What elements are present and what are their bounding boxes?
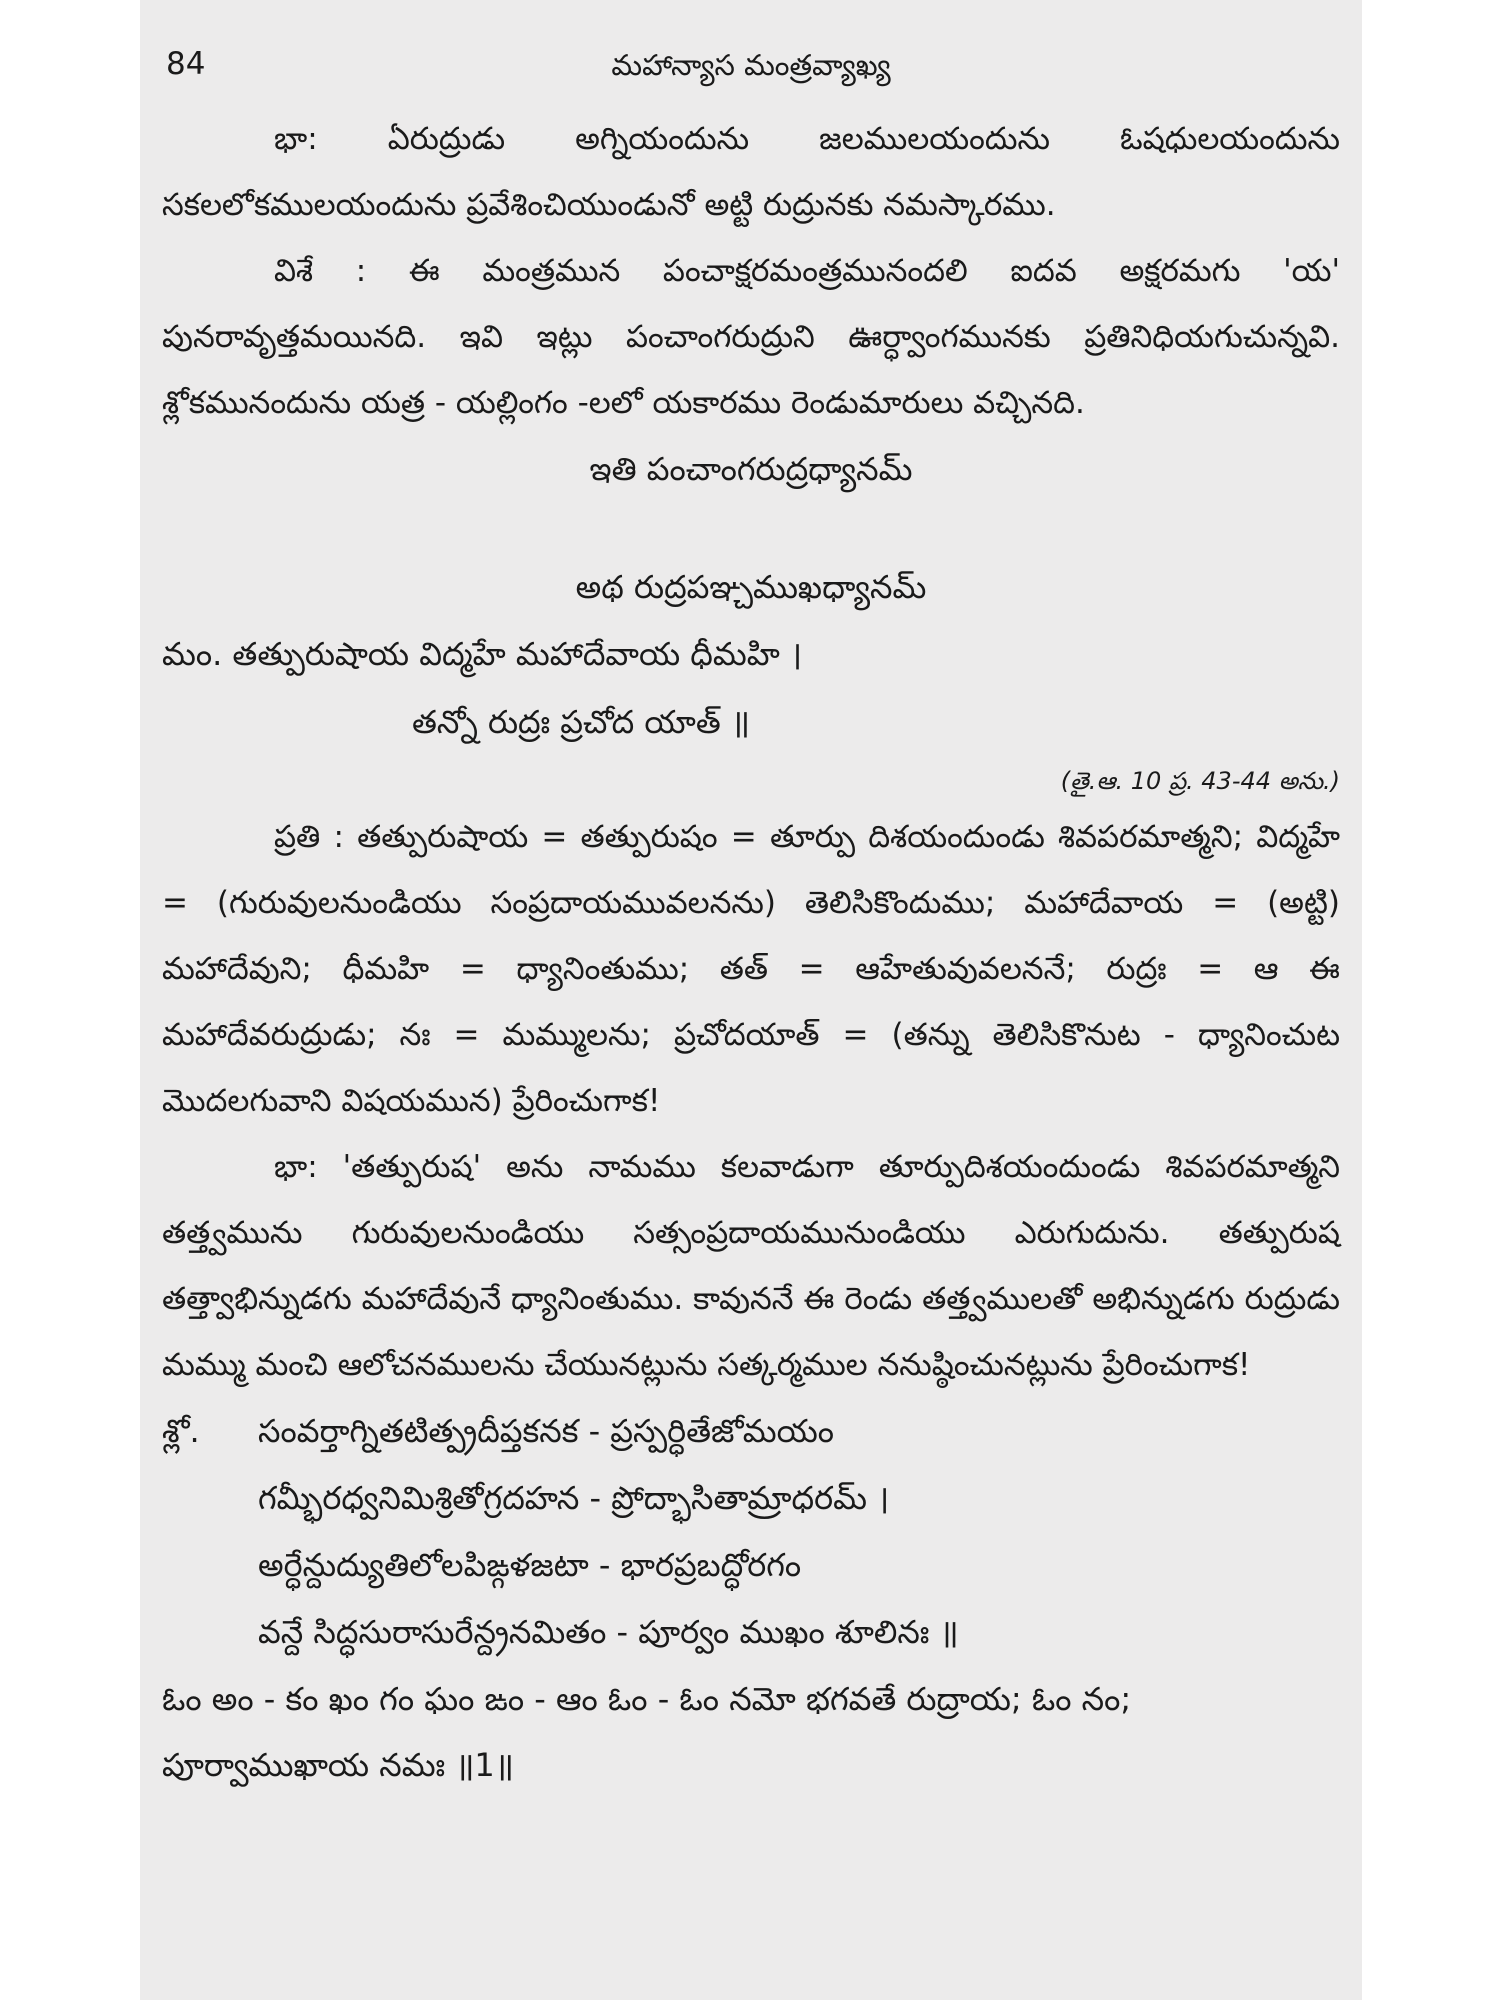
- sloka-line: అర్ధేన్దుద్యుతిలోలపిఙ్గళజటా - భారప్రబద్ధోరగం: [258, 1546, 802, 1584]
- prati-paragraph: ప్రతి : తత్పురుషాయ = తత్పురుషం = తూర్పు దిశయందుండు శివపరమాత్మని; విద్మహే = (గురువులనుండియు సంప్రదాయమువలనను) తెలిసికొందుము; మహాదేవాయ = (అట్టి) మహాదేవుని; ధీమహి = ధ్యానింతుము; తత్ = ఆహేతువువలననే; రుద్రః = ఆ ఈ మహాదేవరుద్రుడు; నః = మమ్ములను; ప్రచోదయాత్ = (తన్ను తెలిసికొనుట - ధ్యానించుట మొదలగువాని విషయమున) ప్రేరించుగాక!: [162, 819, 1340, 1119]
- iti-heading: ఇతి పంచాంగరుద్రధ్యానమ్: [589, 450, 913, 488]
- page-header: [162, 36, 1340, 106]
- sloka-line: గమ్భీరధ్వనిమిశ్రితోగ్రదహన - ప్రోద్భాసితామ్రాధరమ్ ।: [258, 1479, 890, 1517]
- sloka-line: వన్దే సిద్ధసురాసురేన్ద్రనమితం - పూర్వం ముఖం శూలినః ॥: [258, 1613, 959, 1651]
- atha-heading: అథ రుద్రపఞ్చముఖధ్యానమ్: [575, 568, 927, 606]
- vishesha-paragraph: విశే : ఈ మంత్రమున పంచాక్షరమంత్రమునందలి ఐదవ అక్షరమగు 'య' పునరావృత్తమయినది. ఇవి ఇట్లు పంచాంగరుద్రుని ఊర్ధ్వాంగమునకు ప్రతినిధియగుచున్నవి. శ్లోకమునందును యత్ర - యల్లింగం -లలో యకారము రెండుమారులు వచ్చినది.: [162, 253, 1340, 421]
- sloka-line: సంవర్తాగ్నితటిత్ప్రదీప్తకనక - ప్రస్పర్ధితేజోమయం: [258, 1412, 834, 1450]
- running-title: మహాన్యాస మంత్రవ్యాఖ్య: [611, 48, 891, 82]
- closing-mantra: ఓం అం - కం ఖం గం ఘం ఙం - ఆం ఓం - ఓం నమో భగవతే రుద్రాయ; ఓం నం; పూర్వాముఖాయ నమః ॥1॥: [162, 1680, 1132, 1784]
- sloka-label: శ్లో.: [162, 1412, 200, 1450]
- source-reference: (తై.ఆ. 10 ప్ర. 43-44 అను.): [1060, 767, 1340, 795]
- mantra-line-2: తన్నో రుద్రః ప్రచోద యాత్ ॥: [412, 703, 751, 741]
- page-number: 84: [166, 46, 206, 82]
- sloka-block: [162, 1398, 1340, 1666]
- book-page: [140, 0, 1362, 2000]
- sloka-lines: [258, 1398, 1340, 1666]
- bhava-paragraph-1: భా: ఏరుద్రుడు అగ్నియందును జలములయందును ఓషధులయందును సకలలోకములయందును ప్రవేశించియుండునో అట్టి రుద్రునకు నమస్కారము.: [162, 121, 1340, 223]
- bhava-paragraph-2: భా: 'తత్పురుష' అను నామము కలవాడుగా తూర్పుదిశయందుండు శివపరమాత్మని తత్త్వమును గురువులనుండియు సత్సంప్రదాయమునుండియు ఎరుగుదును. తత్పురుష తత్త్వాభిన్నుడగు మహాదేవునే ధ్యానింతుము. కావుననే ఈ రెండు తత్త్వములతో అభిన్నుడగు రుద్రుడు మమ్ము మంచి ఆలోచనములను చేయునట్లును సత్కర్మముల ననుష్ఠించునట్లును ప్రేరించుగాక!: [162, 1149, 1340, 1383]
- mantra-line-1: మం. తత్పురుషాయ విద్మహే మహాదేవాయ ధీమహి ।: [162, 635, 803, 673]
